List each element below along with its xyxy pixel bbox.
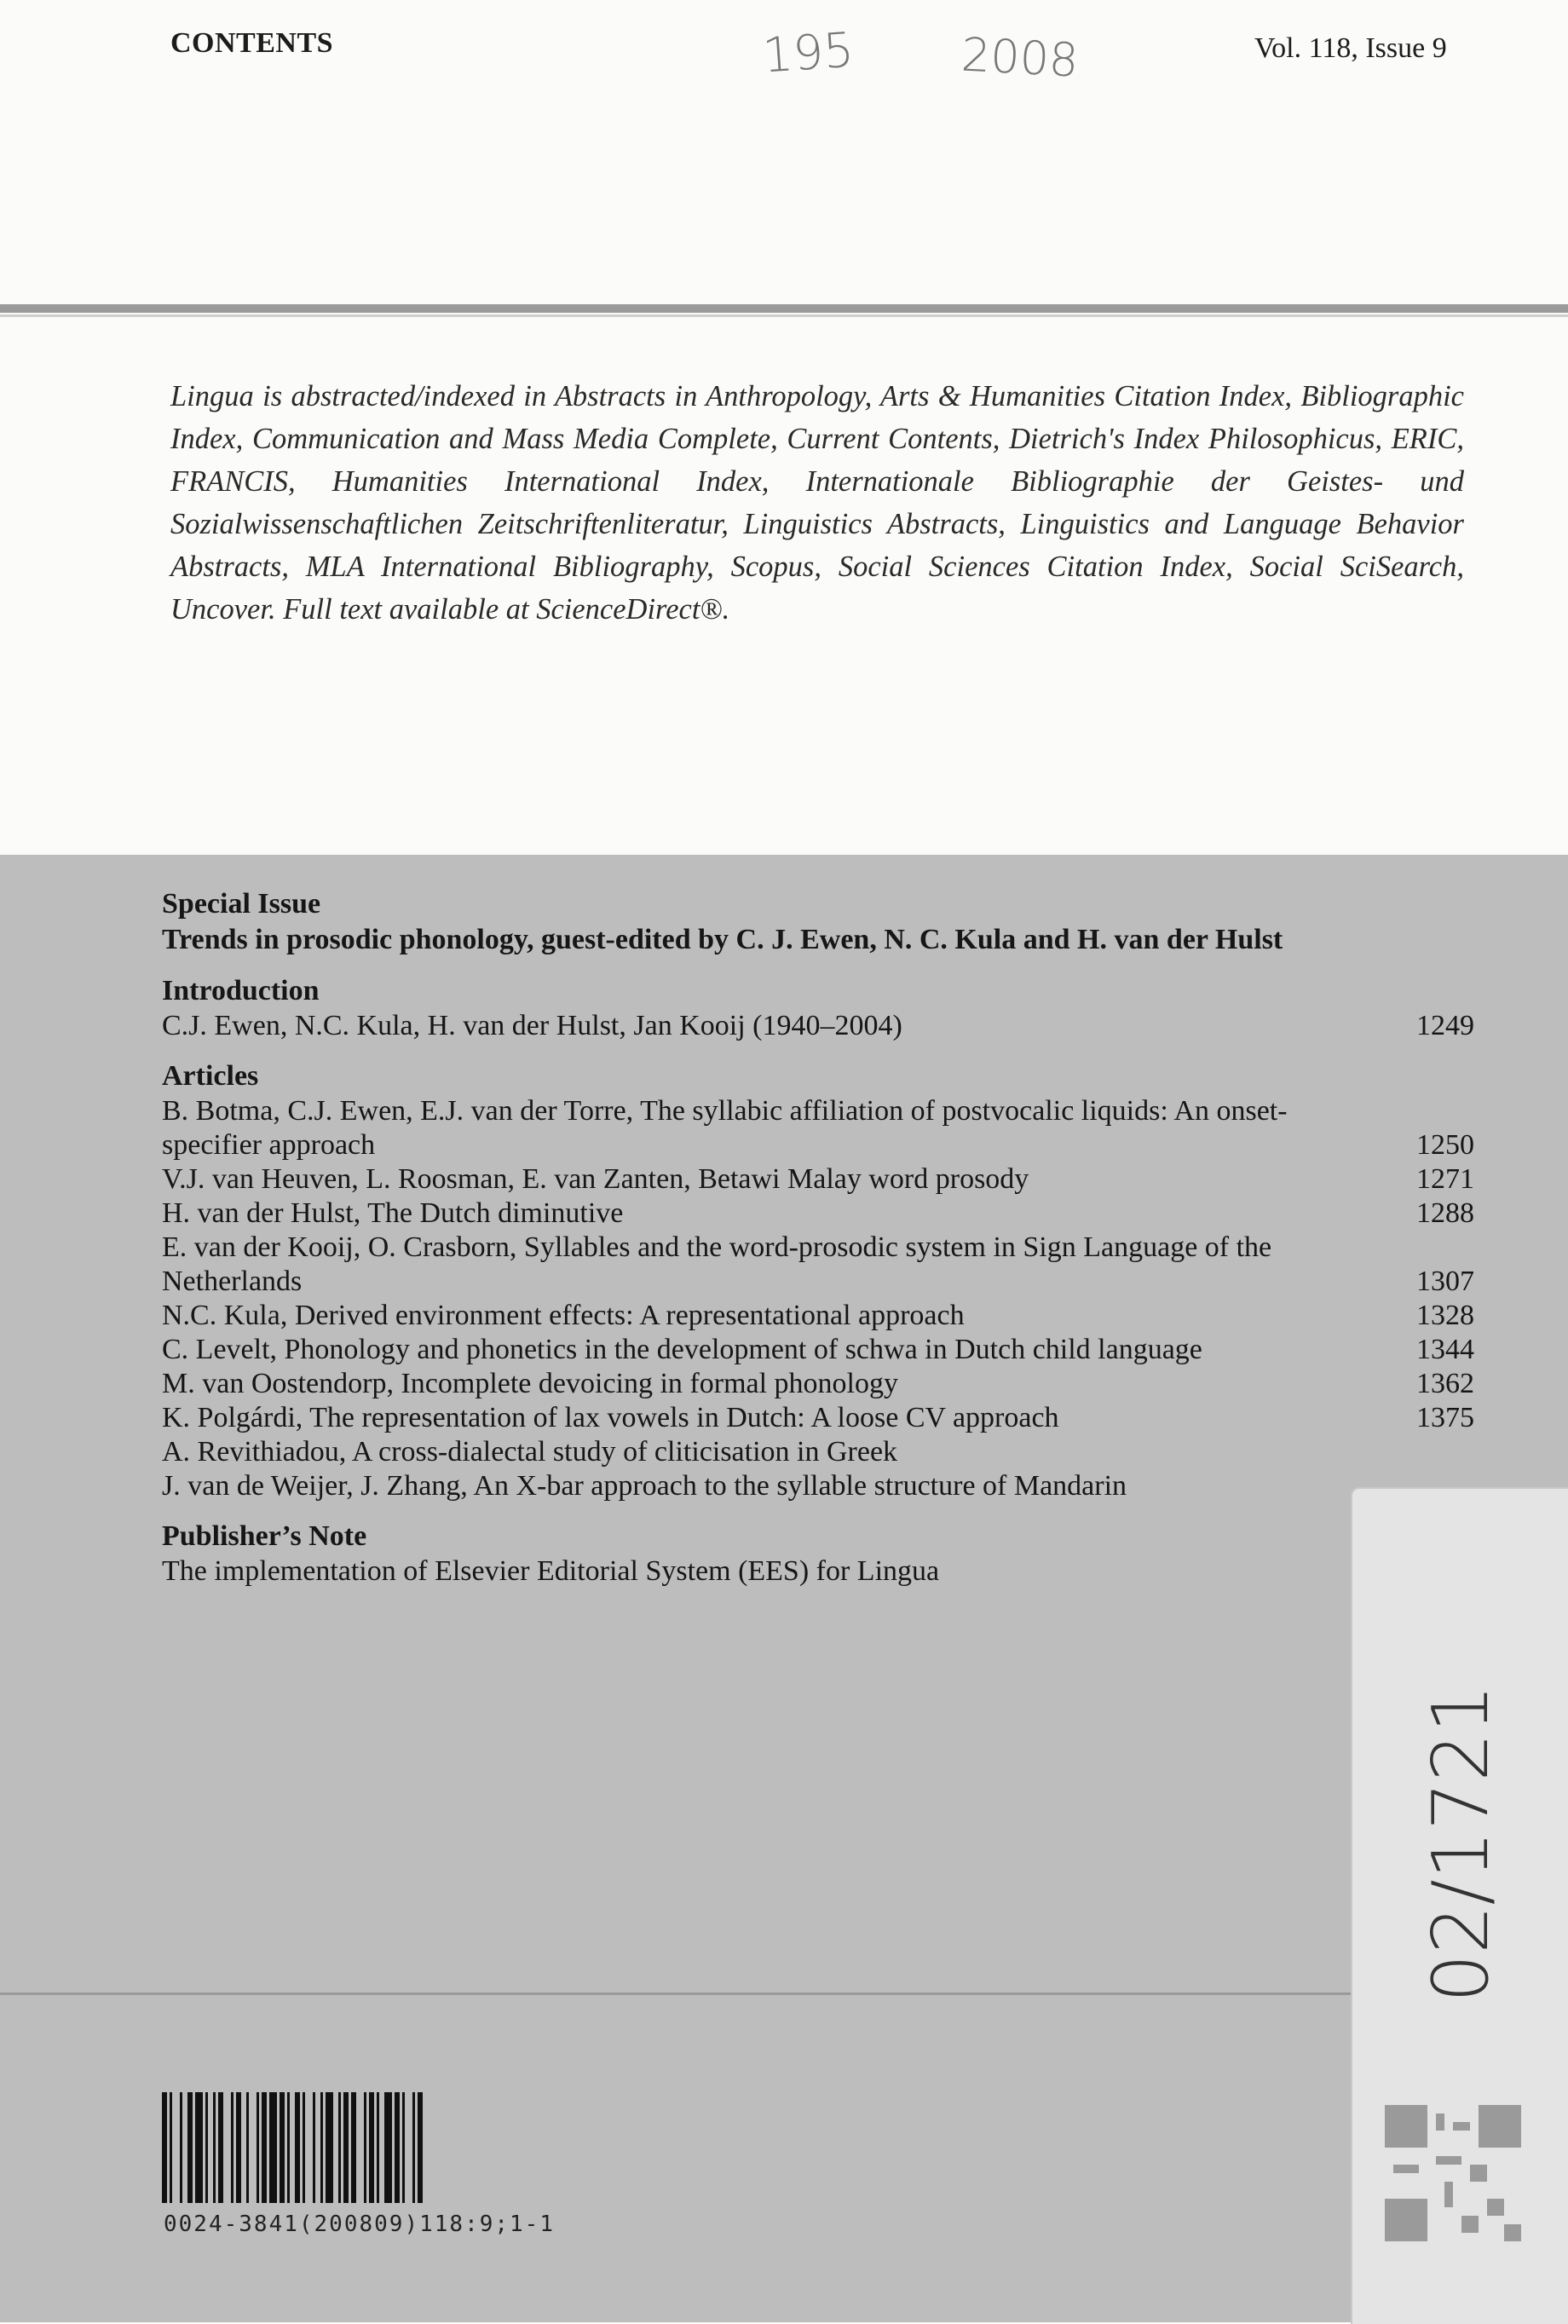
barcode-bar	[338, 2092, 341, 2203]
entry-page: 1249	[1416, 1010, 1474, 1041]
panel-divider	[0, 1992, 1568, 1995]
barcode-bar	[262, 2092, 267, 2203]
entry-title: C. Levelt, Phonology and phonetics in the development of schwa in Dutch child language	[162, 1334, 1202, 1365]
barcode-bar	[343, 2092, 349, 2203]
barcode-bar	[287, 2092, 290, 2203]
barcode-bar	[170, 2092, 172, 2203]
introduction-heading: Introduction	[162, 975, 320, 1006]
barcode-bar	[187, 2092, 193, 2203]
toc-entry[interactable]	[162, 1197, 1474, 1231]
barcode-bar	[280, 2092, 285, 2203]
entry-title: J. van de Weijer, J. Zhang, An X-bar approach to the syllable structure of Mandarin	[162, 1470, 1127, 1502]
handwritten-number: 195	[760, 22, 856, 84]
barcode-bar	[295, 2092, 300, 2203]
barcode-bar	[364, 2092, 366, 2203]
handwritten-year: 2008	[960, 27, 1080, 88]
barcode-bar	[231, 2092, 233, 2203]
barcode-bar	[326, 2092, 333, 2203]
barcode-bar	[162, 2092, 167, 2203]
indexing-paragraph: Lingua is abstracted/indexed in Abstracts in Anthropology, Arts & Humanities Citation Index, Bibliographic Index, Communication and Mass Media Complete, Current Contents, Dietrich's Index Philosophicus, ERIC, FRANCIS, Humanities International Index, Internationale Bibliographie der Geistes- und Sozialwissenschaftlichen Zeitschriftenliteratur, Linguistics Abstracts, Linguistics and Language Behavior Abstracts, MLA International Bibliography, Scopus, Social Sciences Citation Index, Social SciSearch, Uncover. Full text available at ScienceDirect®.	[170, 380, 1464, 626]
entry-page: 1288	[1416, 1197, 1474, 1229]
toc-entry[interactable]	[162, 1094, 1474, 1162]
entry-title: N.C. Kula, Derived environment effects: A representational approach	[162, 1300, 965, 1331]
volume-issue: Vol. 118, Issue 9	[1254, 32, 1447, 64]
entry-title: The implementation of Elsevier Editorial System (EES) for Lingua	[162, 1555, 940, 1587]
toc-entry[interactable]	[162, 1231, 1474, 1299]
special-issue-subtitle: Trends in prosodic phonology, guest-edited by C. J. Ewen, N. C. Kula and H. van der Hulst	[162, 924, 1283, 955]
entry-page: 1362	[1416, 1368, 1474, 1399]
barcode-number: 0024-3841(200809)118:9;1-1	[164, 2212, 555, 2237]
library-label-number: 02/1721	[1416, 1684, 1506, 2003]
special-issue-heading: Special Issue	[162, 888, 321, 920]
header-divider	[0, 304, 1568, 313]
barcode-bar	[402, 2092, 405, 2203]
barcode-bar	[218, 2092, 223, 2203]
barcode-bar	[369, 2092, 374, 2203]
header-divider-shadow	[0, 314, 1568, 317]
entry-page: 1375	[1416, 1402, 1474, 1433]
entry-title: E. van der Kooij, O. Crasborn, Syllables and the word-prosodic system in Sign Language of the Netherlands	[162, 1231, 1272, 1297]
entry-title: V.J. van Heuven, L. Roosman, E. van Zanten, Betawi Malay word prosody	[162, 1163, 1029, 1195]
barcode-bar	[418, 2092, 423, 2203]
toc-entry[interactable]	[162, 1401, 1474, 1435]
entry-page: 1328	[1416, 1300, 1474, 1331]
toc-entry[interactable]	[162, 1299, 1474, 1333]
qr-code-icon	[1385, 2105, 1521, 2241]
toc-entry[interactable]	[162, 1162, 1474, 1197]
barcode-bar	[395, 2092, 400, 2203]
entry-page: 1271	[1416, 1163, 1474, 1195]
barcode-bar	[180, 2092, 182, 2203]
barcode-bar	[213, 2092, 216, 2203]
barcode-icon	[162, 2092, 622, 2203]
barcode-bar	[320, 2092, 323, 2203]
barcode-bar	[205, 2092, 208, 2203]
barcode-bar	[313, 2092, 315, 2203]
entry-title: B. Botma, C.J. Ewen, E.J. van der Torre, The syllabic affiliation of postvocalic liquids: An onset-specifier approach	[162, 1095, 1288, 1161]
barcode-bar	[377, 2092, 379, 2203]
entry-page: 1250	[1416, 1129, 1474, 1161]
barcode-bar	[246, 2092, 249, 2203]
contents-heading: CONTENTS	[170, 27, 334, 59]
entry-title: K. Polgárdi, The representation of lax vowels in Dutch: A loose CV approach	[162, 1402, 1059, 1433]
publishers-note-heading: Publisher’s Note	[162, 1520, 367, 1552]
barcode-bar	[269, 2092, 277, 2203]
entry-title: C.J. Ewen, N.C. Kula, H. van der Hulst, Jan Kooij (1940–2004)	[162, 1010, 902, 1041]
toc-entry[interactable]	[162, 1333, 1474, 1367]
toc-entry[interactable]	[162, 1009, 1474, 1043]
entry-title: H. van der Hulst, The Dutch diminutive	[162, 1197, 624, 1229]
toc-entry[interactable]	[162, 1469, 1474, 1503]
barcode-bar	[351, 2092, 356, 2203]
barcode-bar	[236, 2092, 241, 2203]
toc-entry[interactable]	[162, 1435, 1474, 1469]
barcode-bar	[384, 2092, 392, 2203]
entry-title: M. van Oostendorp, Incomplete devoicing in formal phonology	[162, 1368, 898, 1399]
articles-heading: Articles	[162, 1060, 259, 1092]
barcode-bar	[257, 2092, 259, 2203]
toc-entry[interactable]	[162, 1554, 1474, 1589]
table-of-contents	[162, 886, 1474, 1589]
entry-page: 1307	[1416, 1266, 1474, 1297]
toc-entry[interactable]	[162, 1367, 1474, 1401]
entry-title: A. Revithiadou, A cross-dialectal study of cliticisation in Greek	[162, 1436, 898, 1468]
entry-page: 1344	[1416, 1334, 1474, 1365]
barcode-bar	[412, 2092, 415, 2203]
barcode-bar	[195, 2092, 203, 2203]
barcode-bar	[303, 2092, 305, 2203]
